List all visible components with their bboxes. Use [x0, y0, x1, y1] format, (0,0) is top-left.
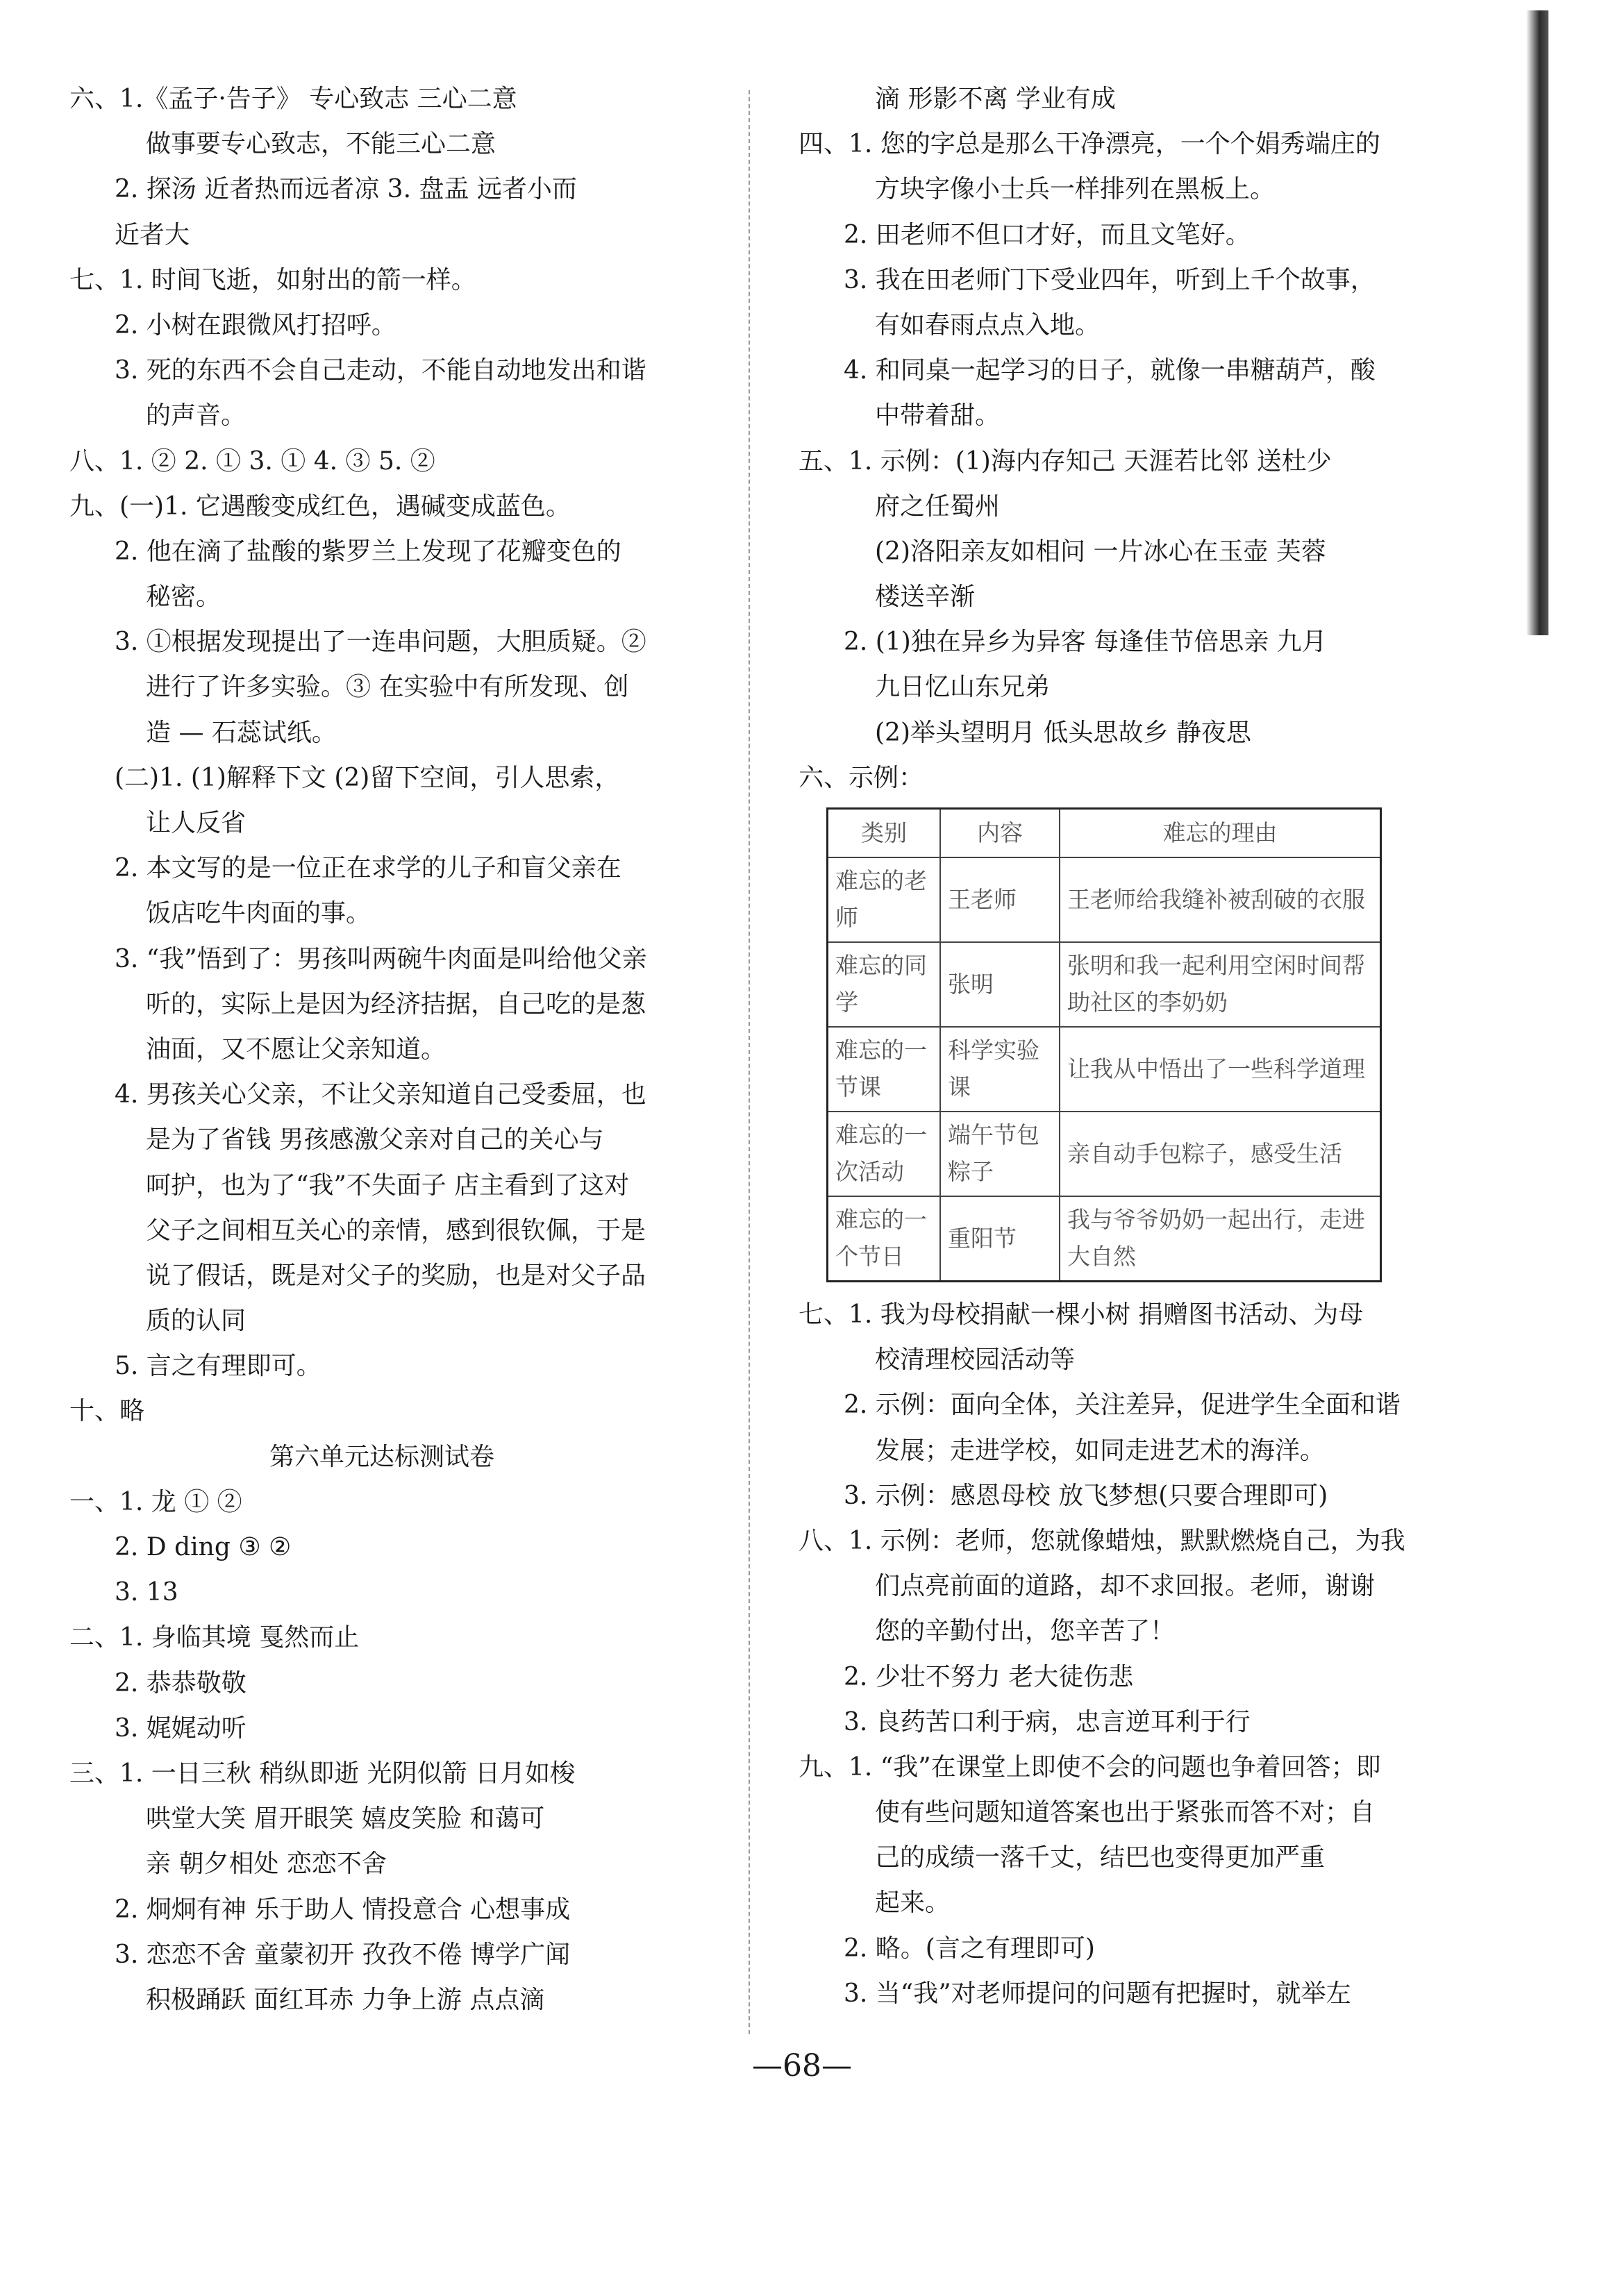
answer-line: 2. 田老师不但口才好，而且文笔好。 — [844, 220, 1251, 249]
answer-line: 造 — 石蕊试纸。 — [146, 718, 337, 747]
table-row — [828, 1027, 1381, 1112]
table-cell: 张明和我一起利用空闲时间帮助社区的李奶奶 — [1060, 942, 1381, 1027]
table-cell: 难忘的一个节日 — [828, 1196, 941, 1282]
answer-line: 滴 形影不离 学业有成 — [875, 85, 1116, 113]
answer-line: 七、1. 时间飞逝，如射出的箭一样。 — [69, 265, 476, 294]
left-column — [69, 76, 694, 2022]
answer-line: 3. 我在田老师门下受业四年，听到上千个故事， — [844, 265, 1376, 294]
answer-line: 们点亮前面的道路，却不求回报。老师，谢谢 — [875, 1572, 1376, 1601]
answer-line: 一、1. 龙 ① ② — [69, 1487, 242, 1516]
table-row — [828, 857, 1381, 942]
table-cell: 难忘的同学 — [828, 942, 941, 1027]
answer-line: 积极踊跃 面红耳赤 力争上游 点点滴 — [146, 1985, 545, 2014]
answer-line: 九日忆山东兄弟 — [875, 673, 1051, 702]
answer-line: 2. 少壮不努力 老大徒伤悲 — [844, 1662, 1134, 1691]
answer-line: 2. 示例：面向全体，关注差异，促进学生全面和谐 — [844, 1391, 1401, 1420]
answer-line: 听的，实际上是因为经济拮据，自己吃的是葱 — [146, 989, 646, 1019]
answer-line: 亲 朝夕相处 恋恋不舍 — [146, 1850, 387, 1879]
answer-line: 府之任蜀州 — [875, 492, 1001, 521]
table-header-reason: 难忘的理由 — [1060, 809, 1381, 858]
answer-line: 六、示例： — [799, 763, 924, 792]
answer-line: 秘密。 — [146, 583, 222, 612]
table-cell: 难忘的一次活动 — [828, 1112, 941, 1196]
answer-line: 六、1.《孟子·告子》 专心致志 三心二意 — [69, 85, 517, 113]
answer-line: 2. 炯炯有神 乐于助人 情投意合 心想事成 — [115, 1895, 571, 1924]
answer-line: 二、1. 身临其境 戛然而止 — [69, 1623, 360, 1652]
answer-line: 2. 本文写的是一位正在求学的儿子和盲父亲在 — [115, 854, 621, 883]
answer-line: 油面，又不愿让父亲知道。 — [146, 1034, 446, 1064]
table-header-category: 类别 — [828, 809, 941, 858]
answer-line: (2)举头望明月 低头思故乡 静夜思 — [875, 718, 1251, 747]
answer-line: 3. “我”悟到了：男孩叫两碗牛肉面是叫给他父亲 — [115, 944, 647, 973]
answer-line: 楼送辛渐 — [875, 583, 976, 612]
answer-line: 4. 和同桌一起学习的日子，就像一串糖葫芦，酸 — [844, 356, 1376, 385]
answer-line: 说了假话，既是对父子的奖励，也是对父子品 — [146, 1261, 646, 1290]
answer-line: 九、(一)1. 它遇酸变成红色，遇碱变成蓝色。 — [69, 492, 571, 521]
answer-line: 校清理校园活动等 — [875, 1346, 1076, 1375]
table-row — [828, 942, 1381, 1027]
table-cell: 我与爷爷奶奶一起出行，走进大自然 — [1060, 1196, 1381, 1282]
answer-line: 2. 小树在跟微风打招呼。 — [115, 310, 396, 340]
table-cell: 王老师 — [940, 857, 1060, 942]
right-column — [799, 76, 1423, 2016]
answer-line: 2. 探汤 近者热而远者凉 3. 盘盂 远者小而 — [115, 175, 577, 204]
memorable-table-wrapper — [826, 807, 1423, 1282]
table-cell: 亲自动手包粽子，感受生活 — [1060, 1112, 1381, 1196]
page-number: —68— — [752, 2048, 852, 2084]
memorable-table — [826, 807, 1382, 1282]
table-cell: 科学实验课 — [940, 1027, 1060, 1112]
answer-line: 3. 示例：感恩母校 放飞梦想(只要合理即可) — [844, 1481, 1328, 1510]
column-divider — [749, 90, 750, 2034]
answer-line: 八、1. 示例：老师，您就像蜡烛，默默燃烧自己，为我 — [799, 1526, 1405, 1555]
table-cell: 王老师给我缝补被刮破的衣服 — [1060, 857, 1381, 942]
answer-line: 九、1. “我”在课堂上即使不会的问题也争着回答；即 — [799, 1752, 1381, 1782]
answer-line: 十、略 — [69, 1397, 145, 1426]
answer-line: 第六单元达标测试卷 — [269, 1442, 494, 1471]
answer-line: (2)洛阳亲友如相问 一片冰心在玉壶 芙蓉 — [875, 537, 1326, 566]
answer-line: 3. 娓娓动听 — [115, 1713, 247, 1743]
answer-line: 五、1. 示例：(1)海内存知己 天涯若比邻 送杜少 — [799, 446, 1332, 476]
answer-line: 己的成绩一落千丈，结巴也变得更加严重 — [875, 1843, 1326, 1872]
table-cell: 重阳节 — [940, 1196, 1060, 1282]
answer-line: 发展；走进学校，如同走进艺术的海洋。 — [875, 1436, 1326, 1465]
answer-line: 2. 他在滴了盐酸的紫罗兰上发现了花瓣变色的 — [115, 537, 621, 566]
answer-line: 您的辛勤付出，您辛苦了！ — [875, 1617, 1176, 1646]
table-cell: 难忘的老师 — [828, 857, 941, 942]
answer-line: 进行了许多实验。③ 在实验中有所发现、创 — [146, 673, 629, 702]
answer-line: 中带着甜。 — [875, 401, 1001, 430]
right-top-answers — [799, 76, 1423, 801]
answer-line: 3. 死的东西不会自己走动，不能自动地发出和谐 — [115, 356, 646, 385]
answer-line: 5. 言之有理即可。 — [115, 1352, 321, 1381]
answer-line: 2. 恭恭敬敬 — [115, 1668, 247, 1698]
answer-line: 使有些问题知道答案也出于紧张而答不对；自 — [875, 1798, 1376, 1827]
answer-line: 饭店吃牛肉面的事。 — [146, 899, 371, 928]
answer-line: 三、1. 一日三秋 稍纵即逝 光阴似箭 日月如梭 — [69, 1759, 576, 1788]
answer-line: 3. 良药苦口利于病，忠言逆耳利于行 — [844, 1707, 1251, 1736]
answer-line: 4. 男孩关心父亲，不让父亲知道自己受委屈，也 — [115, 1080, 646, 1109]
answer-line: 的声音。 — [146, 401, 247, 430]
answer-line: 呵护，也为了“我”不失面子 店主看到了这对 — [146, 1171, 630, 1200]
table-cell: 张明 — [940, 942, 1060, 1027]
answer-line: 八、1. ② 2. ① 3. ① 4. ③ 5. ② — [69, 446, 435, 476]
answer-line: 哄堂大笑 眉开眼笑 嬉皮笑脸 和蔼可 — [146, 1804, 545, 1834]
right-bottom-answers — [799, 1292, 1423, 2016]
answer-line: 3. 当“我”对老师提问的问题有把握时，就举左 — [844, 1979, 1351, 2008]
answer-line: 做事要专心致志，不能三心二意 — [146, 130, 496, 159]
answer-line: 是为了省钱 男孩感激父亲对自己的关心与 — [146, 1125, 604, 1155]
answer-line: (二)1. (1)解释下文 (2)留下空间，引人思索， — [115, 763, 620, 792]
table-row — [828, 1112, 1381, 1196]
answer-line: 3. 13 — [115, 1578, 178, 1607]
table-cell: 端午节包粽子 — [940, 1112, 1060, 1196]
table-row — [828, 1196, 1381, 1282]
answer-line: 方块字像小士兵一样排列在黑板上。 — [875, 175, 1276, 204]
answer-line: 有如春雨点点入地。 — [875, 310, 1101, 340]
answer-line: 起来。 — [875, 1888, 951, 1918]
answer-line: 2. (1)独在异乡为异客 每逢佳节倍思亲 九月 — [844, 628, 1327, 657]
table-cell: 让我从中悟出了一些科学道理 — [1060, 1027, 1381, 1112]
answer-line: 四、1. 您的字总是那么干净漂亮，一个个娟秀端庄的 — [799, 130, 1380, 159]
answer-line: 质的认同 — [146, 1307, 247, 1336]
table-cell: 难忘的一节课 — [828, 1027, 941, 1112]
answer-line: 2. D ding ③ ② — [115, 1533, 292, 1561]
answer-line: 让人反省 — [146, 809, 247, 837]
table-header-row — [828, 809, 1381, 858]
answer-line: 3. 恋恋不舍 童蒙初开 孜孜不倦 博学广闻 — [115, 1940, 571, 1969]
answer-line: 七、1. 我为母校捐献一棵小树 捐赠图书活动、为母 — [799, 1300, 1364, 1329]
answer-line: 近者大 — [115, 220, 190, 249]
binding-shadow — [1526, 10, 1548, 635]
answer-line: 2. 略。(言之有理即可) — [844, 1934, 1095, 1963]
answer-line: 父子之间相互关心的亲情，感到很钦佩，于是 — [146, 1216, 646, 1245]
answer-line: 3. ①根据发现提出了一连串问题，大胆质疑。② — [115, 628, 646, 657]
table-header-content: 内容 — [940, 809, 1060, 858]
